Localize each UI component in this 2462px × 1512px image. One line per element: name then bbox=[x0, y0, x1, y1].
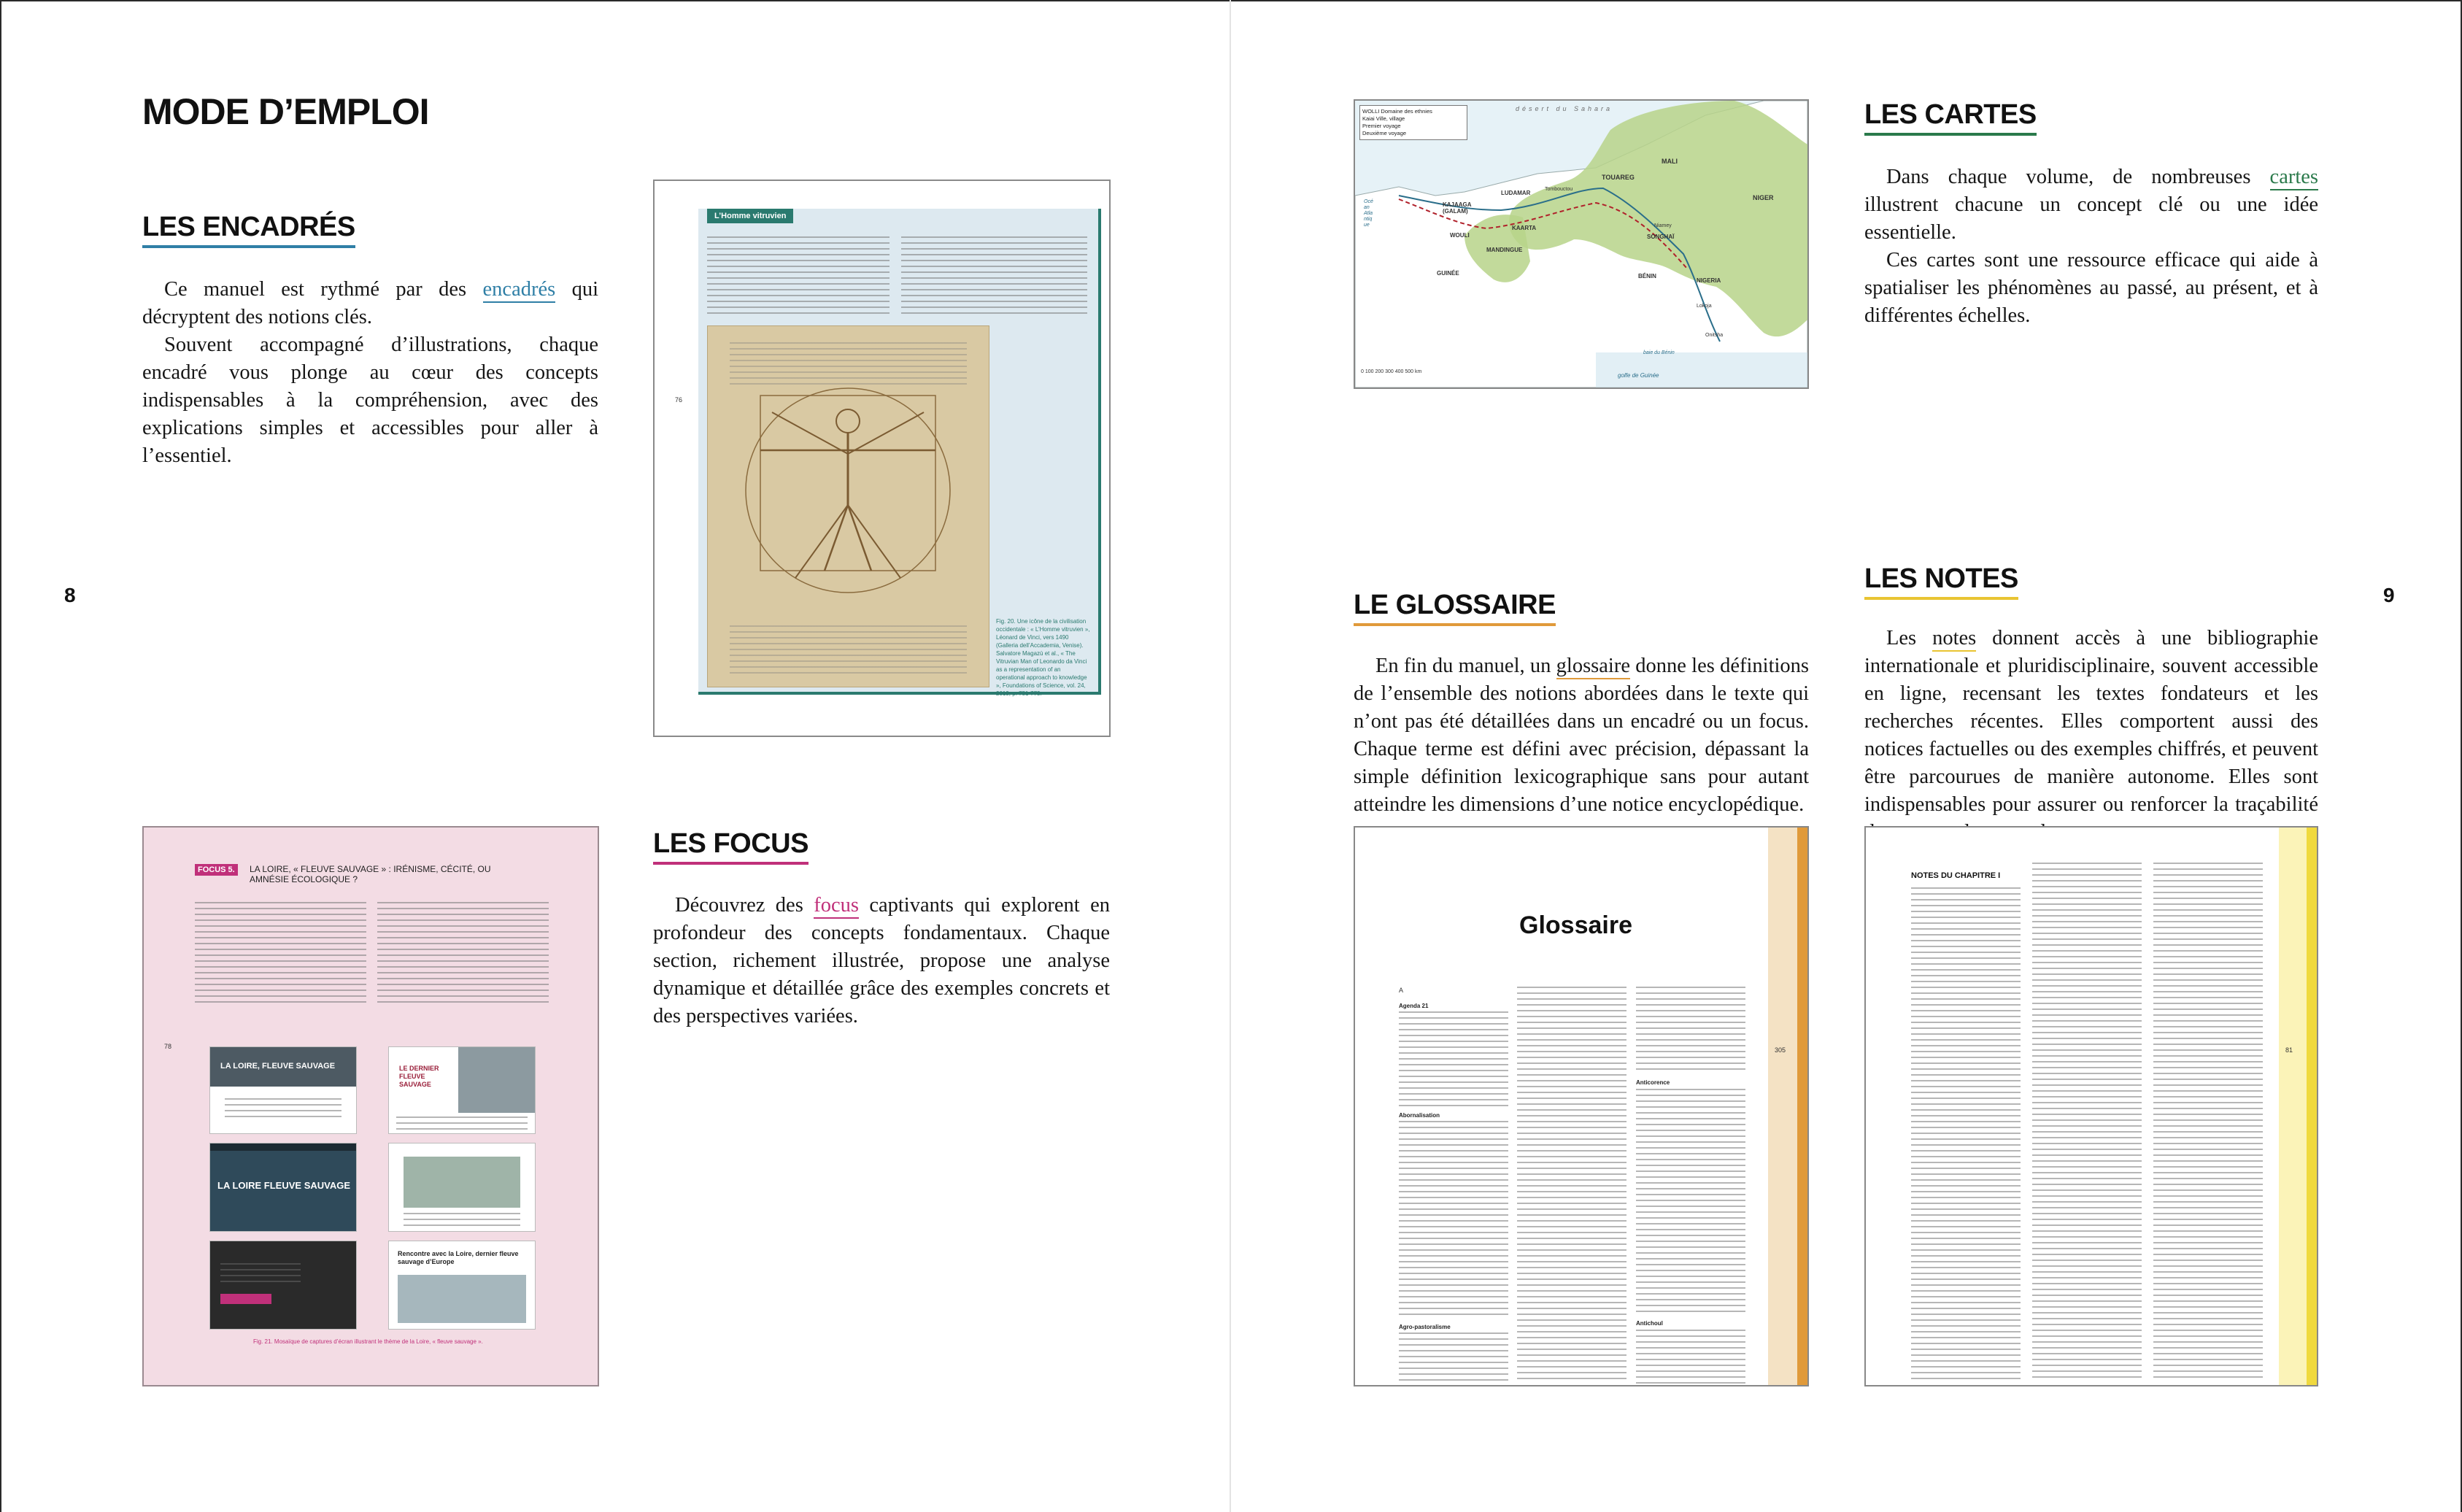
cartes-title: LES CARTES bbox=[1864, 99, 2037, 136]
map-label-golfe: golfe de Guinée bbox=[1618, 372, 1659, 379]
glossaire-entry-4: Anticorence bbox=[1636, 1079, 1670, 1086]
map-legend-item-1: WOLLI Domaine des ethnies bbox=[1362, 108, 1432, 115]
map-legend-item-3: Premier voyage bbox=[1362, 123, 1401, 129]
page-border-top bbox=[0, 0, 2462, 1]
focus-shot-1 bbox=[209, 1046, 357, 1134]
glossaire-entry-5: Antichoul bbox=[1636, 1320, 1663, 1327]
glossaire-text bbox=[1354, 652, 1809, 819]
glossaire-col-1c bbox=[1399, 1332, 1508, 1384]
glossaire-letter: A bbox=[1399, 987, 1404, 994]
glossaire-heading: Glossaire bbox=[1519, 911, 1632, 939]
map-legend-item-4: Deuxième voyage bbox=[1362, 130, 1407, 136]
keyword-notes[interactable]: notes bbox=[1932, 627, 1976, 652]
cartes-p1-end: illustrent chacune un concept clé ou une idée essentielle. bbox=[1864, 193, 2318, 244]
glossaire-entry-3: Agro-pastoralisme bbox=[1399, 1324, 1451, 1330]
glossaire-tab-light bbox=[1768, 828, 1797, 1386]
map-label-benin: BÉNIN bbox=[1638, 273, 1656, 279]
map-legend bbox=[1359, 105, 1467, 140]
glossaire-tab-dark bbox=[1797, 828, 1809, 1386]
glossaire-col-3b bbox=[1636, 1089, 1745, 1315]
encadres-p1-end: qui décryptent des notions clés. bbox=[142, 278, 599, 328]
focus-p1-start: Découvrez des bbox=[675, 894, 814, 917]
cartes-paragraph-1 bbox=[1864, 163, 2318, 247]
notes-heading: NOTES DU CHAPITRE I bbox=[1911, 871, 2001, 880]
notes-tab-light bbox=[2279, 828, 2307, 1386]
notes-col-1 bbox=[1911, 887, 2021, 1381]
focus-shot-2 bbox=[388, 1046, 536, 1134]
encadres-paragraph-1 bbox=[142, 276, 598, 331]
encadre-text-col-1 bbox=[707, 236, 890, 317]
glossaire-col-3c bbox=[1636, 1330, 1745, 1384]
glossaire-p1-end: donne les définitions de l’ensemble des notions abordées dans le texte qui n’ont pas été détaillées dans un encadré ou un focus. Chaque terme est défini avec précision, dépassant la simple définition lexicographique sans pour autant atteindre les dimensions d’une notice encyclopédique. bbox=[1354, 655, 1809, 816]
glossaire-p1-start: En fin du manuel, un bbox=[1375, 655, 1556, 677]
glossaire-col-2 bbox=[1517, 987, 1626, 1384]
glossaire-thumbnail bbox=[1354, 826, 1809, 1386]
encadres-title: LES ENCADRÉS bbox=[142, 212, 355, 248]
vitruvian-figure-icon bbox=[708, 326, 989, 687]
glossaire-entry-1: Agenda 21 bbox=[1399, 1003, 1429, 1009]
focus-shot-1-label: LA LOIRE, FLEUVE SAUVAGE bbox=[220, 1062, 336, 1071]
map-label-sahara: désert du Sahara bbox=[1516, 105, 1613, 112]
encadre-text-col-2 bbox=[901, 236, 1087, 317]
page-number-right: 9 bbox=[2383, 584, 2395, 606]
page-title: MODE D’EMPLOI bbox=[142, 91, 429, 132]
keyword-focus[interactable]: focus bbox=[814, 894, 859, 919]
notes-col-2 bbox=[2032, 863, 2142, 1381]
focus-p1-end: captivants qui explorent en profondeur des concepts fondamentaux. Chaque section, richement illustrée, propose une analyse dynamique et détaillée grâce des exemples concrets et des perspectives variées. bbox=[653, 894, 1110, 1027]
focus-page-number: 78 bbox=[164, 1043, 172, 1050]
notes-col-3 bbox=[2153, 863, 2263, 1381]
encadre-header: L’Homme vitruvien bbox=[707, 209, 793, 223]
map-label-ocean: Océan Atlantique bbox=[1364, 199, 1373, 228]
focus-title: LES FOCUS bbox=[653, 828, 809, 865]
glossaire-col-1b bbox=[1399, 1121, 1508, 1318]
encadre-page-number: 76 bbox=[675, 396, 683, 404]
encadre-box bbox=[698, 209, 1101, 695]
notes-tab-dark bbox=[2307, 828, 2318, 1386]
focus-shot-4 bbox=[388, 1143, 536, 1232]
map-label-niamey: Niamey bbox=[1654, 223, 1672, 228]
map-label-kajaaga: KAJAAGA (GALAM) bbox=[1443, 201, 1472, 215]
cartes-text bbox=[1864, 163, 2318, 330]
map-label-nigeria: NIGERIA bbox=[1697, 277, 1721, 284]
map-label-ludamar: LUDAMAR bbox=[1501, 190, 1531, 196]
focus-heading: LA LOIRE, « FLEUVE SAUVAGE » : IRÉNISME, CÉCITÉ, OU AMNÉSIE ÉCOLOGIQUE ? bbox=[250, 864, 491, 884]
map-label-mali: MALI bbox=[1662, 158, 1678, 165]
vitruvian-drawing bbox=[707, 325, 989, 687]
map-label-onitsha: Onitsha bbox=[1705, 333, 1724, 338]
focus-shot-2-label: LE DERNIER FLEUVE SAUVAGE bbox=[399, 1065, 439, 1088]
map-africa-icon bbox=[1355, 101, 1807, 387]
focus-shot-6 bbox=[388, 1241, 536, 1330]
map-label-kaarta: KAARTA bbox=[1512, 225, 1537, 231]
focus-badge: FOCUS 5. bbox=[195, 864, 238, 876]
map-label-songhai: SONGHAÏ bbox=[1647, 234, 1675, 240]
focus-text-col-2 bbox=[377, 902, 549, 1004]
notes-text bbox=[1864, 625, 2318, 846]
map-thumbnail bbox=[1354, 99, 1809, 389]
map-scale: 0 100 200 300 400 500 km bbox=[1361, 369, 1422, 374]
encadre-caption: Fig. 20. Une icône de la civilisation occidentale : « L’Homme vitruvien », Léonard de Vinci, vers 1490 (Galleria dell’Accademia, Venise). Salvatore Magazù et al., « The Vitruvian Man of Leonardo da Vinci as a representation of an operational approach to knowledge », Foundations of Science, vol. 24, 2019, p. 751-773. bbox=[996, 618, 1090, 697]
glossaire-col-3a bbox=[1636, 987, 1745, 1074]
focus-thumbnail bbox=[142, 826, 599, 1386]
notes-page-number: 81 bbox=[2285, 1046, 2293, 1054]
focus-shot-3 bbox=[209, 1143, 357, 1232]
encadres-text bbox=[142, 276, 598, 470]
notes-paragraph-1 bbox=[1864, 625, 2318, 846]
glossaire-entry-2: Abornalisation bbox=[1399, 1112, 1440, 1119]
keyword-glossaire[interactable]: glossaire bbox=[1556, 655, 1630, 679]
focus-shot-5 bbox=[209, 1241, 357, 1330]
map-label-lokoja: Lokoja bbox=[1697, 304, 1712, 309]
page-border-left bbox=[0, 0, 1, 1512]
glossaire-page-number: 305 bbox=[1775, 1046, 1786, 1054]
focus-shot-3-label: LA LOIRE FLEUVE SAUVAGE bbox=[217, 1180, 351, 1191]
keyword-cartes[interactable]: cartes bbox=[2270, 166, 2318, 190]
notes-p1-start: Les bbox=[1886, 627, 1933, 649]
map-label-baie: baie du Bénin bbox=[1643, 350, 1675, 355]
encadres-p1-start: Ce manuel est rythmé par des bbox=[164, 278, 483, 301]
focus-paragraph-1 bbox=[653, 892, 1110, 1030]
map-label-mandingue: MANDINGUE bbox=[1486, 247, 1523, 253]
encadres-paragraph-2: Souvent accompagné d’illustrations, chaque encadré vous plonge au cœur des concepts indispensables à la compréhension, avec des explications simples et accessibles pour aller à l’essentiel. bbox=[142, 333, 598, 467]
glossaire-col-1a bbox=[1399, 1011, 1508, 1106]
focus-shot-6-label: Rencontre avec la Loire, dernier fleuve sauvage d’Europe bbox=[398, 1250, 519, 1265]
cartes-paragraph-2: Ces cartes sont une ressource efficace qui aide à spatialiser les phénomènes au passé, au présent, et à différentes échelles. bbox=[1864, 249, 2318, 327]
notes-p1-end: donnent accès à une bibliographie internationale et pluridisciplinaire, souvent accessible en ligne, recensant les textes fondateurs et les recherches récentes. Elles comportent aussi des notices factuelles ou des exemples chiffrés, et peuvent être parcourues de manière autonome. Elles sont indispensables pour assurer ou renforcer la traçabilité bbox=[1864, 627, 2318, 816]
spread-gutter bbox=[1230, 0, 1231, 1512]
glossaire-title: LE GLOSSAIRE bbox=[1354, 590, 1556, 626]
focus-text bbox=[653, 892, 1110, 1030]
page-number-left: 8 bbox=[64, 584, 76, 606]
keyword-encadres[interactable]: encadrés bbox=[483, 278, 556, 303]
map-label-wouli: WOULI bbox=[1450, 232, 1470, 239]
focus-caption: Fig. 21. Mosaïque de captures d’écran illustrant le thème de la Loire, « fleuve sauvage ». bbox=[253, 1338, 483, 1345]
map-label-guinee: GUINÉE bbox=[1437, 270, 1459, 277]
cartes-p1-start: Dans chaque volume, de nombreuses bbox=[1886, 166, 2270, 188]
focus-text-col-1 bbox=[195, 902, 366, 1004]
notes-thumbnail bbox=[1864, 826, 2318, 1386]
notes-title: LES NOTES bbox=[1864, 563, 2018, 600]
encadre-thumbnail bbox=[653, 180, 1111, 737]
map-legend-item-2: Kaiai Ville, village bbox=[1362, 115, 1405, 122]
map-label-niger: NIGER bbox=[1753, 194, 1774, 201]
glossaire-paragraph-1 bbox=[1354, 652, 1809, 819]
map-label-tombouctou: Tombouctou bbox=[1545, 187, 1573, 192]
map-label-touareg: TOUAREG bbox=[1602, 174, 1635, 181]
